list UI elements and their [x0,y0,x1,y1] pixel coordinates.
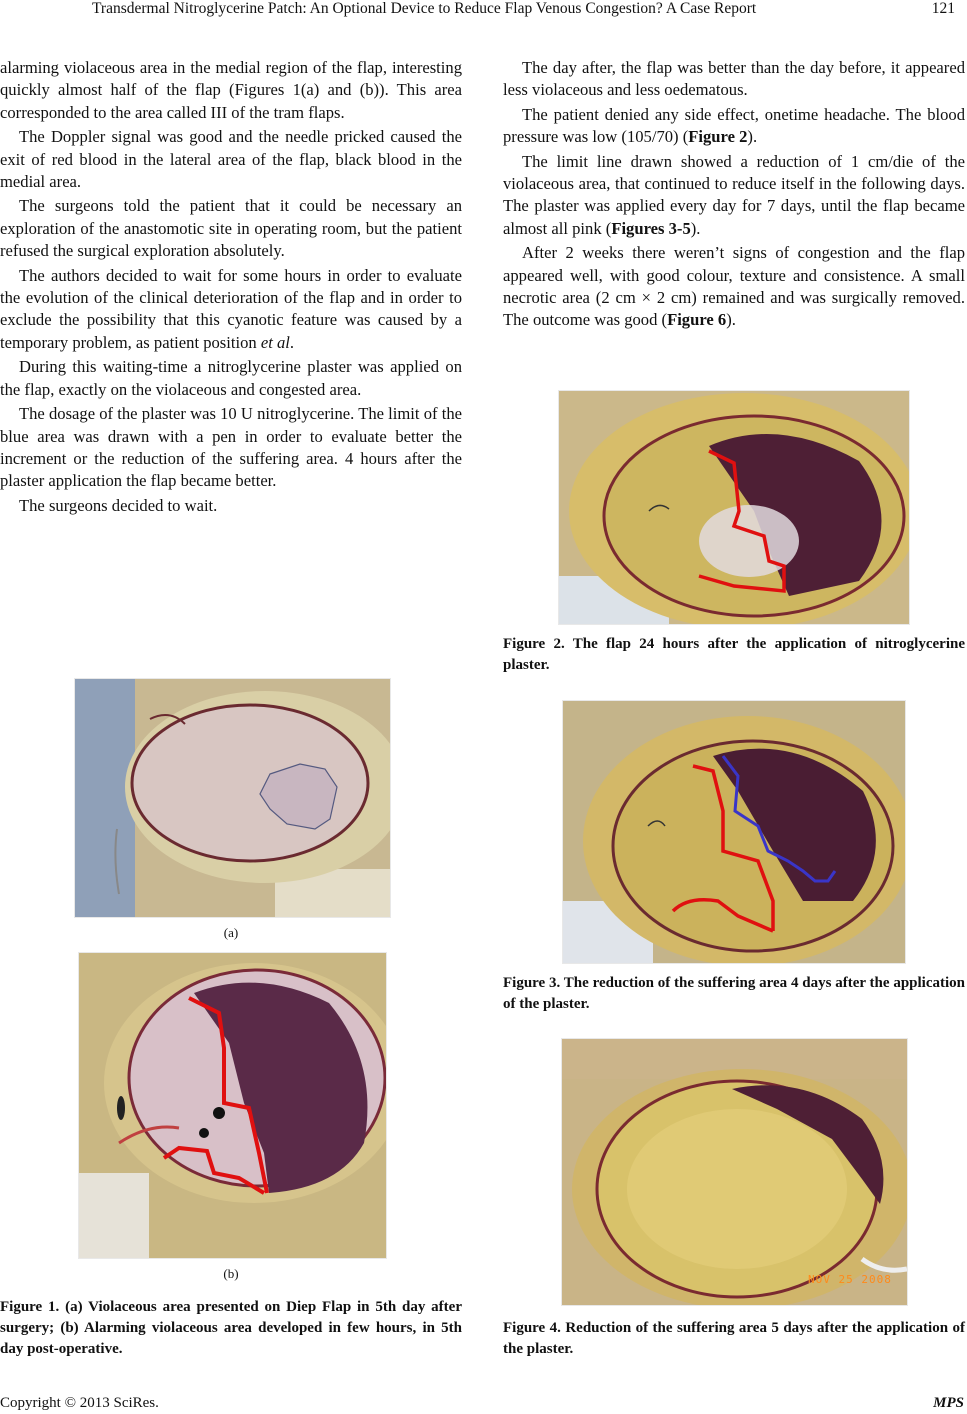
figure-2-photo [558,390,910,625]
figure-1a-label: (a) [223,925,239,940]
figure-1b-label: (b) [223,1266,239,1281]
right-paragraph-3 [503,151,965,241]
rp2-end: ). [747,127,758,147]
left-paragraph-7: The surgeons decided to wait. [19,495,218,515]
figure-2-caption: Figure 2. The flap 24 hours after the application of nitroglycerine plaster. [503,636,965,673]
left-paragraph-6: The dosage of the plaster was 10 U nitroglycerine. The limit of the blue area was drawn with a pen in order to evaluate better the increment or the reduction of the suffering area. 4 hours after the plaster application the flap became better. [0,404,462,491]
figure-3-photo [562,700,906,964]
rp3-ref: Figures 3-5 [611,218,691,238]
left-paragraph-2: The Doppler signal was good and the needle pricked caused the exit of red blood in the lateral area of the flap, black blood in the medial area. [0,127,462,192]
copyright-notice: Copyright © 2013 SciRes. [0,1395,159,1411]
rp4-ref: Figure 6 [667,310,727,330]
p4-text: The authors decided to wait for some hours in order to evaluate the evolution of the clinical deterioration of the flap and in order to exclude the possibility that this cyanotic feature was caused by a temporary problem, as patient position [0,265,462,352]
rp2-ref: Figure 2 [688,127,748,147]
left-paragraph-1: alarming violaceous area in the medial region of the flap, interesting quickly almost half of the flap (Figures 1(a) and (b)). This area corresponded to the area called III of the tram flaps. [0,58,462,122]
rp4-text: After 2 weeks there weren’t signs of congestion and the flap appeared well, with good colour, texture and consistence. A small necrotic area (2 cm × 2 cm) remained and was surgically removed. The outcome was good ( [503,243,965,330]
left-paragraph-3: The surgeons told the patient that it could be necessary an exploration of the anastomotic site in operating room, but the patient refused the surgical exploration absolutely. [0,196,462,261]
figure-1a-photo [74,678,391,918]
rp2-text: The patient denied any side effect, onetime headache. The blood pressure was low (105/70) ( [503,104,965,147]
right-column [503,57,965,332]
figure-3-caption: Figure 3. The reduction of the suffering area 4 days after the application of the plaster. [503,975,965,1012]
left-paragraph-4 [0,265,462,355]
figure-4-date-stamp: NOV 25 2008 [808,1273,892,1286]
right-paragraph-4 [503,242,965,332]
page-number: 121 [931,0,955,17]
running-title: Transdermal Nitroglycerine Patch: An Optional Device to Reduce Flap Venous Congestion? A Case Report [92,0,757,17]
left-column [0,57,462,517]
rp4-end: ). [726,310,736,330]
right-paragraph-1: The day after, the flap was better than the day before, it appeared less violaceous and less oedematous. [503,58,965,100]
figure-1-caption: Figure 1. (a) Violaceous area presented on Diep Flap in 5th day after surgery; (b) Alarming violaceous area developed in few hours, in 5th day post-operative. [0,1299,462,1357]
p4-end: . [289,332,295,352]
left-paragraph-5: During this waiting-time a nitroglycerine plaster was applied on the flap, exactly on the violaceous and congested area. [0,357,462,399]
rp3-end: ). [690,218,701,238]
right-paragraph-2 [503,104,965,149]
figure-4-photo [561,1038,908,1306]
rp3-text: The limit line drawn showed a reduction of 1 cm/die of the violaceous area, that continued to reduce itself in the following days. The plaster was applied every day for 7 days, until the flap became almost all pink ( [503,151,965,238]
figure-4-caption: Figure 4. Reduction of the suffering area 5 days after the application of the plaster. [503,1320,965,1357]
running-header [0,0,967,26]
journal-abbrev: MPS [933,1395,964,1411]
figure-1b-photo [78,952,387,1259]
p4-italic: et al [260,332,290,352]
